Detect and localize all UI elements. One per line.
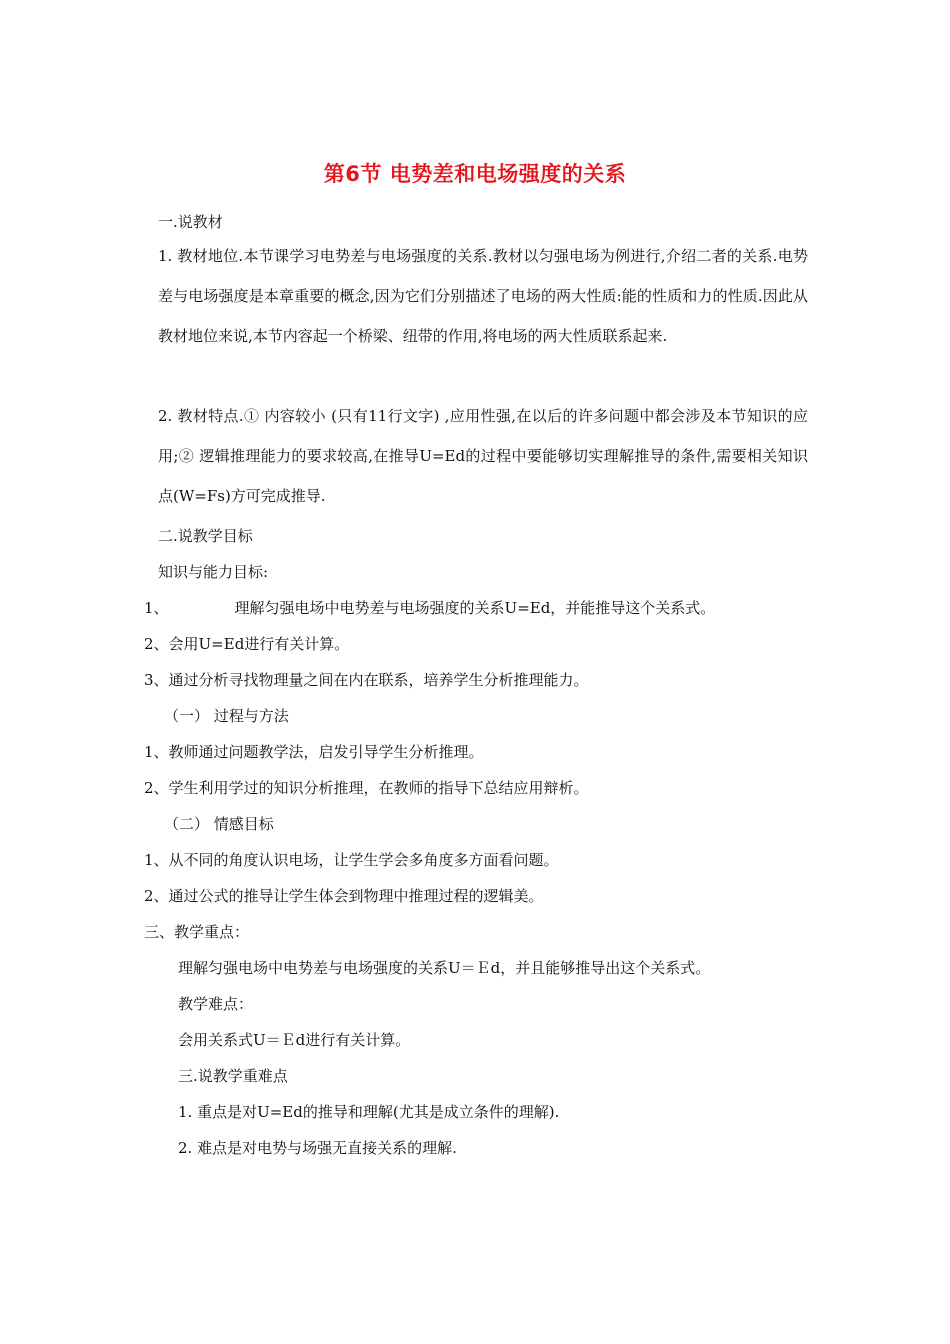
list-item: 2、学生利用学过的知识分析推理，在教师的指导下总结应用辩析。 [144, 779, 589, 797]
list-item-text: 理解匀强电场中电势差与电场强度的关系U=Ed，并能推导这个关系式。 [234, 599, 716, 617]
section-heading-1: 一.说教材 [158, 213, 223, 231]
section-heading-3: 三、教学重点： [144, 923, 250, 941]
page-title: 第6节 电势差和电场强度的关系 [323, 162, 627, 186]
teaching-difficulty-text: 会用关系式U＝Ｅd进行有关计算。 [178, 1031, 411, 1049]
teaching-difficulty-label: 教学难点： [178, 995, 254, 1013]
list-item: 2. 难点是对电势与场强无直接关系的理解. [178, 1139, 457, 1157]
list-item: 1、教师通过问题教学法，启发引导学生分析推理。 [144, 743, 484, 761]
section-heading-2: 二.说教学目标 [158, 527, 253, 545]
list-item: 2、通过公式的推导让学生体会到物理中推理过程的逻辑美。 [144, 887, 544, 905]
subheading-emotion-goals: （二） 情感目标 [164, 815, 274, 833]
list-item: 3、通过分析寻找物理量之间在内在联系，培养学生分析推理能力。 [144, 671, 589, 689]
paragraph-teaching-material-features: 2. 教材特点.① 内容较小 (只有11行文字) ,应用性强,在以后的许多问题中都会涉及本节知识的应用;② 逻辑推理能力的要求较高,在推导U=Ed的过程中要能够切实理解推导的条件,需要相关知识点(W=Fs)方可完成推导. [158, 407, 808, 505]
list-item-number: 1、 [144, 599, 169, 617]
list-item: 1、从不同的角度认识电场，让学生学会多角度多方面看问题。 [144, 851, 559, 869]
list-item [144, 598, 715, 618]
teaching-focus-text: 理解匀强电场中电势差与电场强度的关系U＝Ｅd，并且能够推导出这个关系式。 [178, 959, 711, 977]
section-heading-4: 三.说教学重难点 [178, 1067, 288, 1085]
subheading-process-method: （一） 过程与方法 [164, 707, 289, 725]
list-item: 1. 重点是对U=Ed的推导和理解(尤其是成立条件的理解). [178, 1103, 560, 1121]
subheading-knowledge-ability: 知识与能力目标: [158, 563, 269, 581]
paragraph-teaching-material-position: 1. 教材地位.本节课学习电势差与电场强度的关系.教材以匀强电场为例进行,介绍二者的关系.电势差与电场强度是本章重要的概念,因为它们分别描述了电场的两大性质:能的性质和力的性质.因此从教材地位来说,本节内容起一个桥梁、纽带的作用,将电场的两大性质联系起来. [158, 247, 808, 345]
list-item: 2、会用U=Ed进行有关计算。 [144, 635, 350, 653]
